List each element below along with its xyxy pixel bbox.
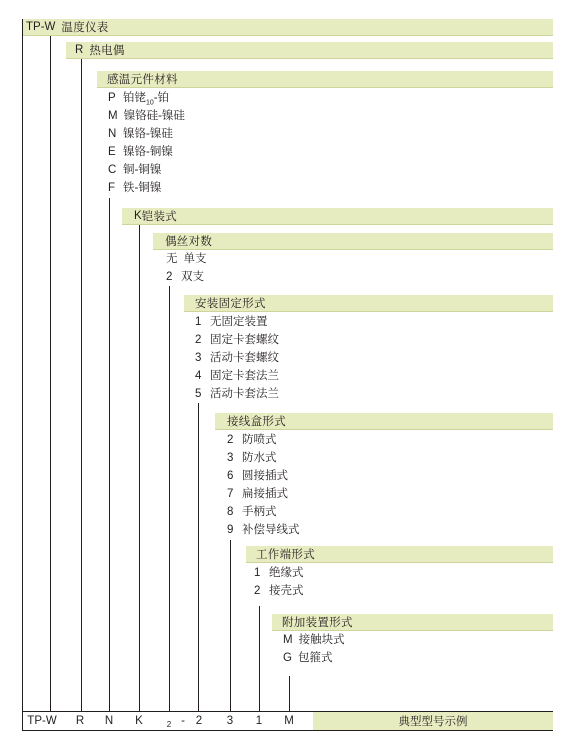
example-code-part: 2 [166,720,172,729]
example-code-part: 1 [255,715,263,727]
section-label: 感温元件材料 [107,74,178,86]
list-item: 8 手柄式 [227,506,277,518]
connector-line [81,59,82,711]
list-item: 2 固定卡套螺纹 [195,334,279,346]
section-label: 偶丝对数 [165,236,213,248]
list-item: C 铜-铜镍 [108,164,162,176]
header-code: TP-W [26,21,56,33]
list-item: M 接触块式 [283,634,345,646]
list-item: 2 双支 [166,271,204,283]
connector-line [289,676,290,711]
example-code-part: 2 [195,715,203,727]
list-item: 9 补偿导线式 [227,524,300,536]
header-label: 温度仪表 [61,22,109,34]
example-label-bar [313,712,553,730]
example-code-part: - [181,715,185,727]
section-label: 工作端形式 [256,549,315,561]
list-item: N 镍铬-镍硅 [108,128,173,140]
connector-line [169,286,170,711]
connector-line [198,403,199,711]
section-label: 安装固定形式 [195,298,266,310]
example-code-part: K [135,715,143,727]
example-code-part: M [284,715,294,727]
section-bar-junction-box [215,413,553,430]
connector-line [22,19,23,731]
header-bar [22,19,553,36]
list-item: 7 扁接插式 [227,488,288,500]
list-item: E 镍铬-铜镍 [108,146,173,158]
list-item: 1 绝缘式 [254,567,304,579]
connector-line [230,540,231,711]
connector-line [259,606,260,711]
example-code-part: R [75,715,85,727]
section-code: K [134,210,142,222]
list-item: M 镍铬硅-镍硅 [108,110,185,122]
section-bar-working-end [246,546,553,563]
list-item: 3 防水式 [227,452,277,464]
list-item: 6 圆接插式 [227,470,288,482]
list-item: 1 无固定装置 [195,316,268,328]
connector-line [109,198,110,711]
connector-line [50,36,51,711]
example-code-part: N [104,715,114,727]
example-code-part: 3 [226,715,234,727]
list-item: G 包箍式 [283,652,333,664]
section-bar-armored [122,208,553,225]
list-item: 5 活动卡套法兰 [195,388,279,400]
section-bar-wire-pairs [153,233,553,250]
section-bar-thermocouple [66,42,553,59]
section-bar-accessory [272,614,553,631]
section-label: 热电偶 [89,45,125,57]
list-item: 4 固定卡套法兰 [195,370,279,382]
example-code-part: TP-W [27,715,57,727]
list-item: 2 接壳式 [254,585,304,597]
list-item: 2 防喷式 [227,434,277,446]
list-item: F 铁-铜镍 [108,182,162,194]
section-label: 铠装式 [141,211,178,223]
section-bar-mounting [184,295,553,312]
list-item: P 铂铑$_{10}$-铂 [108,92,170,107]
section-bar-element-material [97,71,553,88]
list-item: 3 活动卡套螺纹 [195,352,279,364]
section-label: 附加装置形式 [282,617,353,629]
section-label: 接线盒形式 [227,416,286,428]
section-code: R [75,44,84,56]
list-item: 无 单支 [166,253,207,265]
connector-line [139,225,140,711]
example-label: 典型型号示例 [398,716,468,728]
